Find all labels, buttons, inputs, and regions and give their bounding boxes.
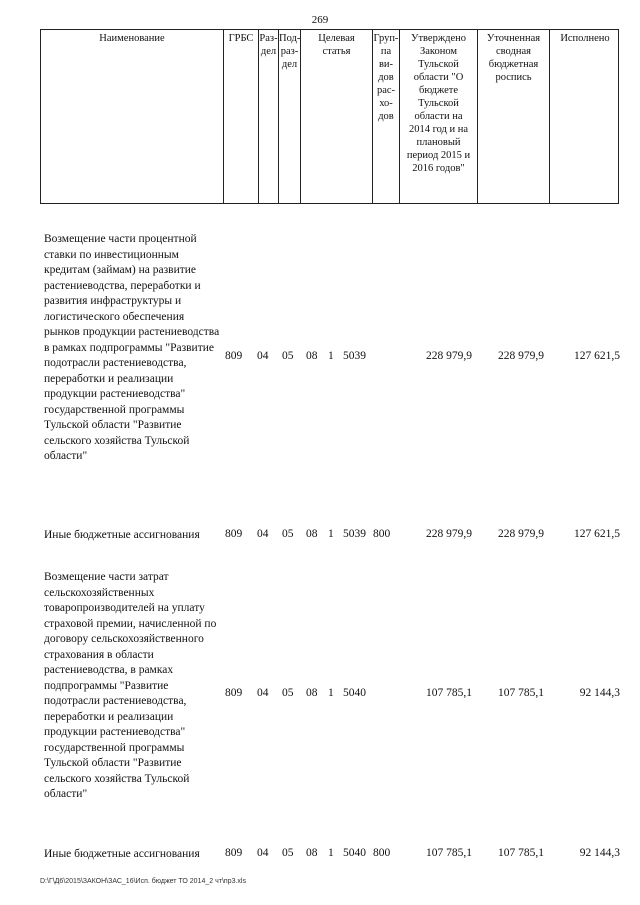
row-approved: 107 785,1 [426,847,472,859]
row-grbs: 809 [225,687,243,699]
row-target-3: 5040 [343,847,366,859]
row-razdel: 04 [257,687,269,699]
row-podrazdel: 05 [282,847,294,859]
row-grbs: 809 [225,528,243,540]
header-target: Целевая статья [300,30,372,203]
row-refined: 228 979,9 [498,528,544,540]
row-target-1: 08 [306,528,318,540]
file-path-footer: D:\Г\Д6\2015\ЗАКОН\ЗАС_16\Исп. бюджет ТО 2014_2 чт\пр3.xls [40,878,246,885]
header-grbs: ГРБС [223,30,258,203]
header-podrazdel: Под- раз- дел [278,30,300,203]
row-name: Возмещение части процентной ставки по инвестиционным кредитам (займам) на развитие растениеводства, переработки и развития инфраструктуры и логистического обеспечения рынков продукции растениеводства в рамках подпрограммы "Развитие подотрасли растениеводства, переработки и реализации продукции растениеводства" государственной программы Тульской области "Развитие сельского хозяйства Тульской области" [44,233,220,462]
row-target-2: 1 [328,847,334,859]
row-target-2: 1 [328,687,334,699]
header-executed: Исполнено [549,30,620,203]
row-name: Возмещение части затрат сельскохозяйственных товаропроизводителей на уплату страховой премии, начисленной по договору сельскохозяйственного страхования в области растениеводства, в рамках подпрограммы "Развитие подотрасли растениеводства, переработки и реализации продукции растениеводства" государственной программы Тульской области "Развитие сельского хозяйства Тульской области" [44,571,217,800]
row-group: 800 [373,528,391,540]
row-grbs: 809 [225,847,243,859]
row-refined: 107 785,1 [498,687,544,699]
header-name: Наименование [99,33,165,44]
row-refined: 228 979,9 [498,350,544,362]
row-target-1: 08 [306,847,318,859]
row-target-3: 5040 [343,687,366,699]
row-executed: 92 144,3 [579,687,620,699]
row-razdel: 04 [257,350,269,362]
row-target-3: 5039 [343,528,366,540]
row-podrazdel: 05 [282,687,294,699]
row-target-3: 5039 [343,350,366,362]
row-target-1: 08 [306,687,318,699]
row-podrazdel: 05 [282,350,294,362]
row-target-1: 08 [306,350,318,362]
header-razdel: Раз- дел [258,30,278,203]
row-razdel: 04 [257,847,269,859]
row-approved: 228 979,9 [426,528,472,540]
row-executed: 127 621,5 [574,350,620,362]
row-name: Иные бюджетные ассигнования [44,848,200,860]
row-approved: 228 979,9 [426,350,472,362]
row-podrazdel: 05 [282,528,294,540]
header-refined: Уточненная сводная бюджетная роспись [477,30,549,203]
row-target-2: 1 [328,350,334,362]
row-name: Иные бюджетные ассигнования [44,529,200,541]
row-razdel: 04 [257,528,269,540]
table-header [40,29,619,204]
header-approved: Утверждено Законом Тульской области "О бюджете Тульской области на 2014 год и на плановый период 2015 и 2016 годов" [399,30,477,203]
row-group: 800 [373,847,391,859]
row-target-2: 1 [328,528,334,540]
row-executed: 127 621,5 [574,528,620,540]
page-number: 269 [311,14,329,26]
row-approved: 107 785,1 [426,687,472,699]
row-grbs: 809 [225,350,243,362]
header-group: Груп- па ви- дов рас- хо- дов [372,30,399,203]
row-executed: 92 144,3 [579,847,620,859]
row-refined: 107 785,1 [498,847,544,859]
